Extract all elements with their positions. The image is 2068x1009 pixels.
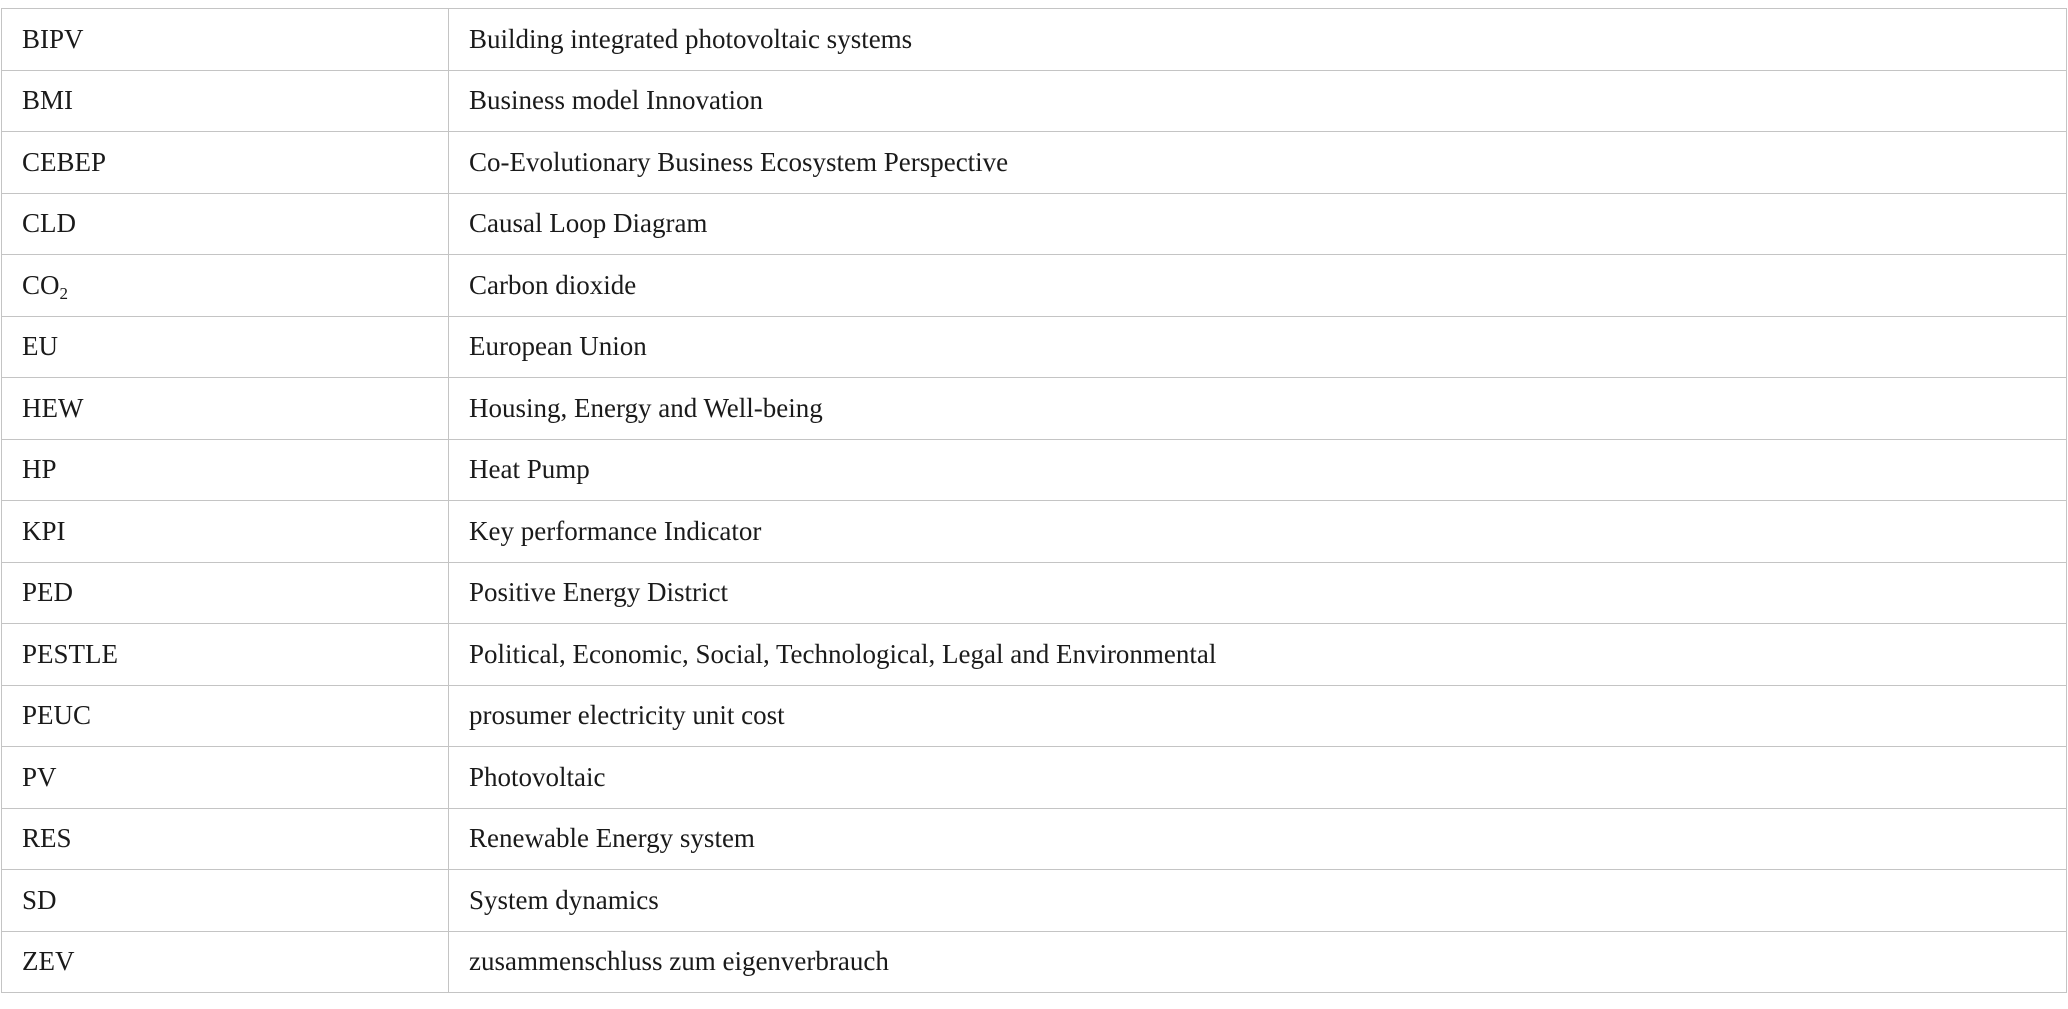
definition-cell: Business model Innovation — [449, 70, 2067, 132]
abbreviation-text: CO — [22, 269, 60, 300]
abbreviation-cell — [2, 255, 449, 317]
abbreviation-cell: ZEV — [2, 931, 449, 993]
definition-cell: Renewable Energy system — [449, 808, 2067, 870]
abbreviation-cell: HP — [2, 439, 449, 501]
abbreviation-cell: SD — [2, 870, 449, 932]
abbreviations-table — [1, 8, 2067, 993]
table-row — [2, 685, 2067, 747]
definition-cell: Building integrated photovoltaic systems — [449, 9, 2067, 71]
definition-cell: prosumer electricity unit cost — [449, 685, 2067, 747]
definition-cell: Co-Evolutionary Business Ecosystem Perspective — [449, 132, 2067, 194]
abbreviation-cell: CEBEP — [2, 132, 449, 194]
table-row — [2, 9, 2067, 71]
table-row — [2, 255, 2067, 317]
definition-cell: Carbon dioxide — [449, 255, 2067, 317]
abbreviation-cell: KPI — [2, 501, 449, 563]
definition-cell: Heat Pump — [449, 439, 2067, 501]
table-row — [2, 132, 2067, 194]
definition-cell: Key performance Indicator — [449, 501, 2067, 563]
abbreviation-cell: PED — [2, 562, 449, 624]
table-row — [2, 870, 2067, 932]
definition-cell: System dynamics — [449, 870, 2067, 932]
abbreviation-cell: CLD — [2, 193, 449, 255]
definition-cell: Housing, Energy and Well-being — [449, 378, 2067, 440]
table-row — [2, 193, 2067, 255]
table-row — [2, 501, 2067, 563]
table-row — [2, 931, 2067, 993]
abbreviation-cell: RES — [2, 808, 449, 870]
definition-cell: Causal Loop Diagram — [449, 193, 2067, 255]
table-row — [2, 624, 2067, 686]
table-row — [2, 316, 2067, 378]
definition-cell: Positive Energy District — [449, 562, 2067, 624]
abbreviations-table-body — [2, 9, 2067, 993]
abbreviation-cell: HEW — [2, 378, 449, 440]
abbreviation-cell: PV — [2, 747, 449, 809]
abbreviation-cell: BIPV — [2, 9, 449, 71]
table-row — [2, 808, 2067, 870]
abbreviation-cell: BMI — [2, 70, 449, 132]
definition-cell: Photovoltaic — [449, 747, 2067, 809]
abbreviation-cell: PEUC — [2, 685, 449, 747]
table-row — [2, 378, 2067, 440]
abbreviation-cell: PESTLE — [2, 624, 449, 686]
definition-cell: Political, Economic, Social, Technological, Legal and Environmental — [449, 624, 2067, 686]
definition-cell: European Union — [449, 316, 2067, 378]
definition-cell: zusammenschluss zum eigenverbrauch — [449, 931, 2067, 993]
abbreviation-subscript: 2 — [59, 283, 69, 303]
table-row — [2, 439, 2067, 501]
table-row — [2, 747, 2067, 809]
table-row — [2, 562, 2067, 624]
abbreviation-cell: EU — [2, 316, 449, 378]
table-row — [2, 70, 2067, 132]
